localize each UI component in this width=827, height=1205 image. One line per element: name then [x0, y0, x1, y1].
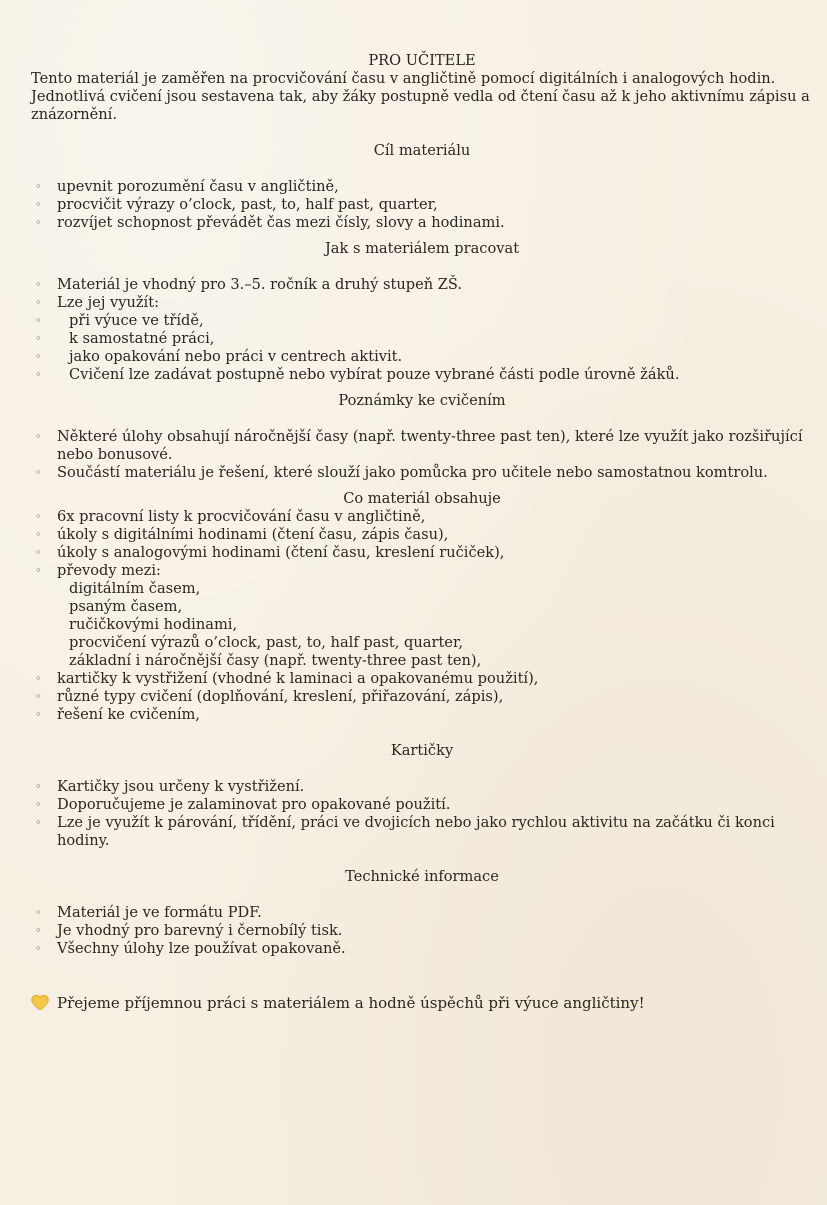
- list-item: ◦ Cvičení lze zadávat postupně nebo vybírat pouze vybrané části podle úrovně žáků.: [35, 366, 680, 383]
- list-item: ◦ kartičky k vystřižení (vhodné k laminaci a opakovanému použití),: [35, 670, 539, 687]
- goal-heading: Cíl materiálu: [373, 142, 471, 159]
- yellow-heart-icon: [31, 994, 49, 1011]
- bullet-icon: ◦: [35, 180, 42, 193]
- intro-paragraph: Tento materiál je zaměřen na procvičování času v angličtině pomocí digitálních i analogových hodin. Jednotlivá cvičení jsou sestavena tak, aby žáky postupně vedla od čtení času až k jeho aktivnímu zápisu a znázornění.: [31, 70, 810, 123]
- bullet-icon: ◦: [35, 216, 42, 229]
- list-item: základní i náročnější časy (např. twenty-three past ten),: [69, 652, 482, 669]
- notes-heading: Poznámky ke cvičením: [338, 392, 506, 409]
- conversion-sublist: [31, 580, 813, 670]
- bullet-icon: ◦: [35, 198, 42, 211]
- list-item: ◦ řešení ke cvičením,: [35, 706, 201, 723]
- bullet-icon: ◦: [35, 906, 42, 919]
- bullet-icon: ◦: [35, 332, 42, 345]
- list-item: ◦ úkoly s digitálními hodinami (čtení času, zápis času),: [35, 526, 449, 543]
- bullet-icon: ◦: [35, 466, 42, 479]
- list-item: ◦ Lze je využít k párování, třídění, práci ve dvojicích nebo jako rychlou aktivitu na začátku či konci hodiny.: [35, 814, 775, 849]
- bullet-icon: ◦: [35, 510, 42, 523]
- list-item: ◦ jako opakování nebo práci v centrech aktivit.: [35, 348, 403, 365]
- closing-text: Přejeme příjemnou práci s materiálem a hodně úspěchů při výuce angličtiny!: [57, 994, 645, 1012]
- contents-list-continued: [31, 670, 813, 724]
- notes-list: [31, 428, 813, 482]
- list-item: ◦ 6x pracovní listy k procvičování času v angličtině,: [35, 508, 426, 525]
- list-item: ◦ Součástí materiálu je řešení, které slouží jako pomůcka pro učitele nebo samostatnou komtrolu.: [35, 464, 768, 481]
- contents-list: [31, 508, 813, 580]
- list-item: procvičení výrazů o’clock, past, to, half past, quarter,: [69, 634, 463, 651]
- contents-heading: Co materiál obsahuje: [343, 490, 501, 507]
- bullet-icon: ◦: [35, 314, 42, 327]
- teacher-notes-page: [31, 52, 813, 1012]
- list-item: ručičkovými hodinami,: [69, 616, 238, 633]
- bullet-icon: ◦: [35, 278, 42, 291]
- list-item: ◦ Doporučujeme je zalaminovat pro opakované použití.: [35, 796, 451, 813]
- tech-heading: Technické informace: [345, 868, 499, 885]
- list-item: ◦ převody mezi:: [35, 562, 161, 579]
- bullet-icon: ◦: [35, 780, 42, 793]
- bullet-icon: ◦: [35, 350, 42, 363]
- cards-list: [31, 778, 813, 850]
- bullet-icon: ◦: [35, 546, 42, 559]
- bullet-icon: ◦: [35, 564, 42, 577]
- list-item: ◦ rozvíjet schopnost převádět čas mezi čísly, slovy a hodinami.: [35, 214, 505, 231]
- bullet-icon: ◦: [35, 296, 42, 309]
- howto-heading: Jak s materiálem pracovat: [324, 240, 520, 257]
- bullet-icon: ◦: [35, 942, 42, 955]
- bullet-icon: ◦: [35, 430, 42, 443]
- list-item: ◦ Kartičky jsou určeny k vystřižení.: [35, 778, 305, 795]
- page-title: PRO UČITELE: [368, 52, 476, 69]
- list-item: ◦ Některé úlohy obsahují náročnější časy (např. twenty-three past ten), které lze využít jako rozšiřující nebo bonusové.: [35, 428, 803, 463]
- tech-list: [31, 904, 813, 958]
- bullet-icon: ◦: [35, 672, 42, 685]
- list-item: ◦ Lze jej využít:: [35, 294, 160, 311]
- bullet-icon: ◦: [35, 528, 42, 541]
- list-item: ◦ procvičit výrazy o’clock, past, to, half past, quarter,: [35, 196, 438, 213]
- list-item: ◦ Všechny úlohy lze používat opakovaně.: [35, 940, 346, 957]
- list-item: ◦ k samostatné práci,: [35, 330, 215, 347]
- bullet-icon: ◦: [35, 368, 42, 381]
- bullet-icon: ◦: [35, 798, 42, 811]
- list-item: ◦ Materiál je ve formátu PDF.: [35, 904, 262, 921]
- bullet-icon: ◦: [35, 690, 42, 703]
- howto-list: [31, 276, 813, 384]
- goal-list: [31, 178, 813, 232]
- list-item: ◦ Je vhodný pro barevný i černobílý tisk.: [35, 922, 343, 939]
- closing-message: [31, 994, 813, 1012]
- list-item: ◦ Materiál je vhodný pro 3.–5. ročník a druhý stupeň ZŠ.: [35, 276, 463, 293]
- list-item: digitálním časem,: [69, 580, 201, 597]
- list-item: ◦ úkoly s analogovými hodinami (čtení času, kreslení ručiček),: [35, 544, 505, 561]
- bullet-icon: ◦: [35, 816, 42, 829]
- bullet-icon: ◦: [35, 708, 42, 721]
- cards-heading: Kartičky: [390, 742, 454, 759]
- list-item: psaným časem,: [69, 598, 183, 615]
- list-item: ◦ upevnit porozumění času v angličtině,: [35, 178, 339, 195]
- list-item: ◦ při výuce ve třídě,: [35, 312, 204, 329]
- bullet-icon: ◦: [35, 924, 42, 937]
- list-item: ◦ různé typy cvičení (doplňování, kreslení, přiřazování, zápis),: [35, 688, 504, 705]
